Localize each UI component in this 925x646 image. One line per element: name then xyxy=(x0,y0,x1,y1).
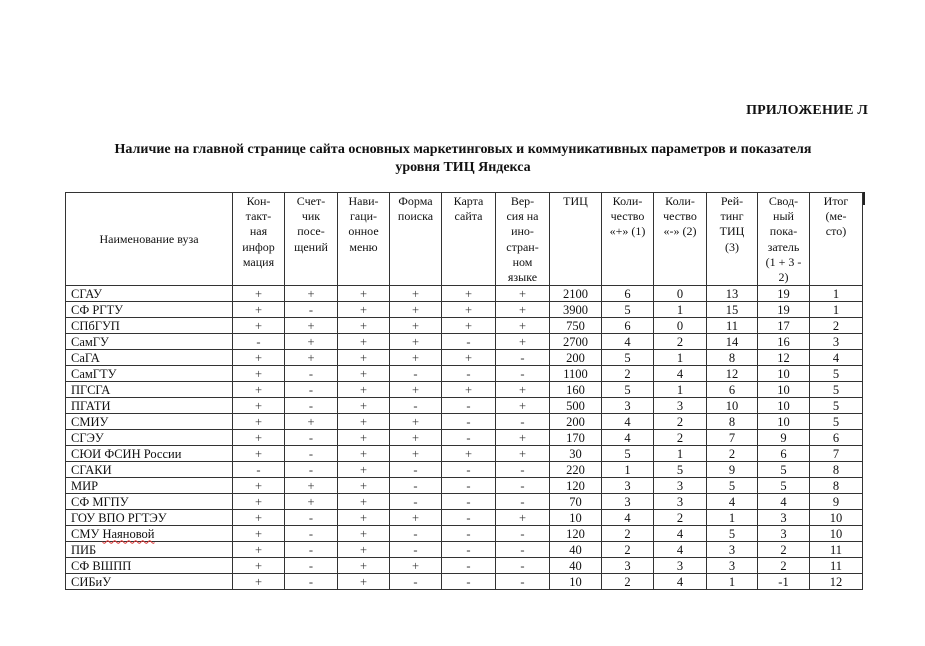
cell-tic-rating: 15 xyxy=(707,302,758,318)
cell-visit-counter: - xyxy=(285,542,338,558)
cell-tic: 170 xyxy=(550,430,602,446)
cell-tic-rating: 5 xyxy=(707,478,758,494)
cell-final-place: 6 xyxy=(810,430,863,446)
cell-minus-count: 5 xyxy=(654,462,707,478)
cell-plus-count: 4 xyxy=(602,510,654,526)
cell-final-place: 5 xyxy=(810,414,863,430)
cell-university-name: МИР xyxy=(66,478,233,494)
cell-university-name: СамГТУ xyxy=(66,366,233,382)
cell-tic-rating: 8 xyxy=(707,350,758,366)
cell-foreign-version: + xyxy=(496,510,550,526)
appendix-label: ПРИЛОЖЕНИЕ Л xyxy=(746,103,868,118)
cell-summary-score: 5 xyxy=(758,478,810,494)
cell-search-form: - xyxy=(390,494,442,510)
cell-university-name: СамГУ xyxy=(66,334,233,350)
cell-sitemap: - xyxy=(442,398,496,414)
cell-minus-count: 1 xyxy=(654,382,707,398)
cell-tic: 750 xyxy=(550,318,602,334)
cell-navigation-menu: + xyxy=(338,574,390,590)
cell-search-form: + xyxy=(390,318,442,334)
cell-university-name: СаГА xyxy=(66,350,233,366)
table-title-line-2: уровня ТИЦ Яндекса xyxy=(395,160,531,175)
cell-plus-count: 5 xyxy=(602,446,654,462)
cell-final-place: 8 xyxy=(810,478,863,494)
table-row xyxy=(66,574,863,590)
cell-search-form: + xyxy=(390,382,442,398)
cell-tic: 160 xyxy=(550,382,602,398)
cell-final-place: 8 xyxy=(810,462,863,478)
cell-plus-count: 5 xyxy=(602,302,654,318)
cell-minus-count: 0 xyxy=(654,286,707,302)
cell-university-name: СФ РГТУ xyxy=(66,302,233,318)
cell-minus-count: 2 xyxy=(654,510,707,526)
cell-visit-counter: + xyxy=(285,318,338,334)
cell-plus-count: 3 xyxy=(602,494,654,510)
cell-university-name: СФ МГПУ xyxy=(66,494,233,510)
cell-contact-info: + xyxy=(233,574,285,590)
cell-contact-info: + xyxy=(233,398,285,414)
cell-minus-count: 0 xyxy=(654,318,707,334)
cell-sitemap: + xyxy=(442,382,496,398)
spellcheck-flagged-word: Наяновой xyxy=(102,526,155,541)
cell-tic: 2100 xyxy=(550,286,602,302)
cell-foreign-version: + xyxy=(496,446,550,462)
cell-final-place: 5 xyxy=(810,382,863,398)
cell-plus-count: 4 xyxy=(602,334,654,350)
cell-tic-rating: 3 xyxy=(707,542,758,558)
cell-tic: 200 xyxy=(550,414,602,430)
cell-final-place: 2 xyxy=(810,318,863,334)
cell-summary-score: 19 xyxy=(758,302,810,318)
cell-visit-counter: + xyxy=(285,414,338,430)
cell-sitemap: - xyxy=(442,366,496,382)
cell-foreign-version: + xyxy=(496,382,550,398)
cell-tic: 120 xyxy=(550,478,602,494)
cell-final-place: 10 xyxy=(810,526,863,542)
cell-minus-count: 4 xyxy=(654,526,707,542)
cell-minus-count: 4 xyxy=(654,542,707,558)
cell-search-form: - xyxy=(390,574,442,590)
cell-visit-counter: - xyxy=(285,574,338,590)
table-row xyxy=(66,510,863,526)
cell-plus-count: 3 xyxy=(602,558,654,574)
cell-navigation-menu: + xyxy=(338,414,390,430)
cell-search-form: + xyxy=(390,446,442,462)
cell-tic-rating: 7 xyxy=(707,430,758,446)
cell-university-name: СМИУ xyxy=(66,414,233,430)
table-row xyxy=(66,446,863,462)
cell-summary-score: 9 xyxy=(758,430,810,446)
cell-contact-info: + xyxy=(233,446,285,462)
cell-summary-score: 16 xyxy=(758,334,810,350)
cell-tic-rating: 1 xyxy=(707,574,758,590)
cell-summary-score: 12 xyxy=(758,350,810,366)
cell-foreign-version: - xyxy=(496,366,550,382)
cell-plus-count: 1 xyxy=(602,462,654,478)
cell-minus-count: 1 xyxy=(654,446,707,462)
table-title-line-1: Наличие на главной странице сайта основных маркетинговых и коммуникативных параметров и показателя xyxy=(114,142,812,157)
cell-sitemap: - xyxy=(442,574,496,590)
cell-visit-counter: - xyxy=(285,462,338,478)
cell-summary-score: 10 xyxy=(758,414,810,430)
cell-foreign-version: + xyxy=(496,302,550,318)
cell-final-place: 4 xyxy=(810,350,863,366)
cell-search-form: - xyxy=(390,398,442,414)
cell-summary-score: 4 xyxy=(758,494,810,510)
cell-contact-info: + xyxy=(233,558,285,574)
cell-university-name: ПИБ xyxy=(66,542,233,558)
header-minus-count: Коли- чество «-» (2) xyxy=(654,193,707,286)
cell-final-place: 5 xyxy=(810,398,863,414)
cell-visit-counter: - xyxy=(285,302,338,318)
cell-search-form: - xyxy=(390,462,442,478)
cell-summary-score: 10 xyxy=(758,398,810,414)
cell-university-name: СМУ Наяновой xyxy=(66,526,233,542)
cell-tic: 70 xyxy=(550,494,602,510)
header-contact-info: Кон- такт- ная инфор мация xyxy=(233,193,285,286)
cell-navigation-menu: + xyxy=(338,510,390,526)
header-sitemap: Карта сайта xyxy=(442,193,496,286)
cell-navigation-menu: + xyxy=(338,430,390,446)
cell-final-place: 12 xyxy=(810,574,863,590)
cell-navigation-menu: + xyxy=(338,302,390,318)
cell-foreign-version: - xyxy=(496,478,550,494)
cell-tic: 3900 xyxy=(550,302,602,318)
cell-tic-rating: 12 xyxy=(707,366,758,382)
cell-final-place: 11 xyxy=(810,542,863,558)
cell-foreign-version: + xyxy=(496,398,550,414)
cell-sitemap: - xyxy=(442,334,496,350)
cell-university-name: СЮИ ФСИН России xyxy=(66,446,233,462)
table-row xyxy=(66,302,863,318)
cell-navigation-menu: + xyxy=(338,382,390,398)
cell-sitemap: + xyxy=(442,286,496,302)
cell-navigation-menu: + xyxy=(338,366,390,382)
cell-sitemap: - xyxy=(442,430,496,446)
cell-summary-score: 2 xyxy=(758,558,810,574)
header-search-form: Форма поиска xyxy=(390,193,442,286)
cell-minus-count: 2 xyxy=(654,430,707,446)
cell-sitemap: + xyxy=(442,302,496,318)
cell-summary-score: 3 xyxy=(758,510,810,526)
cell-final-place: 5 xyxy=(810,366,863,382)
cell-sitemap: - xyxy=(442,494,496,510)
cell-search-form: + xyxy=(390,334,442,350)
cell-visit-counter: + xyxy=(285,350,338,366)
cell-navigation-menu: + xyxy=(338,334,390,350)
cell-summary-score: 5 xyxy=(758,462,810,478)
cell-final-place: 10 xyxy=(810,510,863,526)
cell-navigation-menu: + xyxy=(338,462,390,478)
cell-tic: 2700 xyxy=(550,334,602,350)
cell-contact-info: - xyxy=(233,334,285,350)
cell-visit-counter: - xyxy=(285,526,338,542)
cell-plus-count: 4 xyxy=(602,414,654,430)
cell-tic-rating: 14 xyxy=(707,334,758,350)
cell-search-form: + xyxy=(390,430,442,446)
cell-tic: 10 xyxy=(550,510,602,526)
cell-sitemap: + xyxy=(442,350,496,366)
cell-tic-rating: 4 xyxy=(707,494,758,510)
cell-summary-score: 17 xyxy=(758,318,810,334)
cell-minus-count: 3 xyxy=(654,478,707,494)
table-row xyxy=(66,494,863,510)
cell-search-form: - xyxy=(390,366,442,382)
cell-navigation-menu: + xyxy=(338,558,390,574)
cell-tic-rating: 11 xyxy=(707,318,758,334)
table-row xyxy=(66,526,863,542)
cell-summary-score: -1 xyxy=(758,574,810,590)
cell-search-form: - xyxy=(390,526,442,542)
cell-university-name: ПГСГА xyxy=(66,382,233,398)
cell-final-place: 3 xyxy=(810,334,863,350)
cell-summary-score: 3 xyxy=(758,526,810,542)
cell-tic: 200 xyxy=(550,350,602,366)
cell-plus-count: 2 xyxy=(602,526,654,542)
cell-foreign-version: + xyxy=(496,430,550,446)
cell-final-place: 11 xyxy=(810,558,863,574)
header-summary-score: Свод- ный пока- затель (1 + 3 - 2) xyxy=(758,193,810,286)
table-row xyxy=(66,398,863,414)
cell-foreign-version: - xyxy=(496,526,550,542)
cell-sitemap: - xyxy=(442,558,496,574)
cell-university-name: СПбГУП xyxy=(66,318,233,334)
cell-tic-rating: 2 xyxy=(707,446,758,462)
cell-sitemap: + xyxy=(442,318,496,334)
universities-table xyxy=(65,192,863,590)
cell-minus-count: 4 xyxy=(654,366,707,382)
cell-final-place: 1 xyxy=(810,302,863,318)
cell-contact-info: - xyxy=(233,462,285,478)
cell-tic: 40 xyxy=(550,558,602,574)
cell-foreign-version: + xyxy=(496,286,550,302)
cell-minus-count: 2 xyxy=(654,334,707,350)
cell-tic: 30 xyxy=(550,446,602,462)
cell-tic: 10 xyxy=(550,574,602,590)
cell-search-form: + xyxy=(390,302,442,318)
cell-minus-count: 1 xyxy=(654,302,707,318)
cell-final-place: 1 xyxy=(810,286,863,302)
cell-navigation-menu: + xyxy=(338,542,390,558)
cell-final-place: 7 xyxy=(810,446,863,462)
cell-tic-rating: 8 xyxy=(707,414,758,430)
cell-visit-counter: - xyxy=(285,430,338,446)
cell-university-name: СГАУ xyxy=(66,286,233,302)
cell-minus-count: 3 xyxy=(654,398,707,414)
cell-plus-count: 2 xyxy=(602,542,654,558)
cell-tic-rating: 6 xyxy=(707,382,758,398)
table-row xyxy=(66,478,863,494)
cell-contact-info: + xyxy=(233,414,285,430)
cell-contact-info: + xyxy=(233,542,285,558)
header-foreign-version: Вер- сия на ино- стран- ном языке xyxy=(496,193,550,286)
cell-summary-score: 10 xyxy=(758,366,810,382)
header-plus-count: Коли- чество «+» (1) xyxy=(602,193,654,286)
table-row xyxy=(66,558,863,574)
cell-foreign-version: - xyxy=(496,494,550,510)
cell-visit-counter: + xyxy=(285,478,338,494)
cell-sitemap: - xyxy=(442,414,496,430)
cell-visit-counter: - xyxy=(285,366,338,382)
cell-navigation-menu: + xyxy=(338,398,390,414)
cell-tic: 500 xyxy=(550,398,602,414)
table-row xyxy=(66,286,863,302)
cell-sitemap: + xyxy=(442,446,496,462)
table-row xyxy=(66,334,863,350)
table-title xyxy=(40,141,886,177)
table-row xyxy=(66,542,863,558)
cell-navigation-menu: + xyxy=(338,286,390,302)
cell-contact-info: + xyxy=(233,350,285,366)
cell-tic: 1100 xyxy=(550,366,602,382)
cell-foreign-version: - xyxy=(496,414,550,430)
cell-tic-rating: 5 xyxy=(707,526,758,542)
cell-navigation-menu: + xyxy=(338,526,390,542)
cell-university-name: СГАКИ xyxy=(66,462,233,478)
cell-summary-score: 10 xyxy=(758,382,810,398)
cell-foreign-version: + xyxy=(496,334,550,350)
cell-sitemap: - xyxy=(442,526,496,542)
cell-sitemap: - xyxy=(442,510,496,526)
cell-contact-info: + xyxy=(233,302,285,318)
cell-contact-info: + xyxy=(233,478,285,494)
cell-navigation-menu: + xyxy=(338,478,390,494)
cell-university-name: СГЭУ xyxy=(66,430,233,446)
cell-search-form: + xyxy=(390,286,442,302)
cell-visit-counter: - xyxy=(285,558,338,574)
header-tic-rating: Рей- тинг ТИЦ (3) xyxy=(707,193,758,286)
table-row xyxy=(66,382,863,398)
cell-sitemap: - xyxy=(442,542,496,558)
cell-minus-count: 2 xyxy=(654,414,707,430)
table-row xyxy=(66,462,863,478)
cell-visit-counter: - xyxy=(285,510,338,526)
cell-contact-info: + xyxy=(233,382,285,398)
cell-tic: 120 xyxy=(550,526,602,542)
cell-university-name: ПГАТИ xyxy=(66,398,233,414)
cell-final-place: 9 xyxy=(810,494,863,510)
cell-minus-count: 3 xyxy=(654,558,707,574)
cell-search-form: + xyxy=(390,510,442,526)
cell-contact-info: + xyxy=(233,494,285,510)
cell-university-name: СИБиУ xyxy=(66,574,233,590)
cell-visit-counter: - xyxy=(285,398,338,414)
cell-summary-score: 19 xyxy=(758,286,810,302)
table-header-row xyxy=(66,193,863,286)
cell-contact-info: + xyxy=(233,510,285,526)
cell-minus-count: 4 xyxy=(654,574,707,590)
cell-minus-count: 1 xyxy=(654,350,707,366)
cell-plus-count: 2 xyxy=(602,366,654,382)
cell-summary-score: 2 xyxy=(758,542,810,558)
cell-tic: 220 xyxy=(550,462,602,478)
cell-foreign-version: - xyxy=(496,350,550,366)
cell-plus-count: 5 xyxy=(602,350,654,366)
cell-plus-count: 6 xyxy=(602,318,654,334)
cell-tic-rating: 3 xyxy=(707,558,758,574)
text-cursor xyxy=(863,192,865,205)
cell-plus-count: 6 xyxy=(602,286,654,302)
cell-sitemap: - xyxy=(442,478,496,494)
cell-plus-count: 5 xyxy=(602,382,654,398)
cell-tic-rating: 1 xyxy=(707,510,758,526)
cell-foreign-version: - xyxy=(496,558,550,574)
table-row xyxy=(66,430,863,446)
table-row xyxy=(66,318,863,334)
table-row xyxy=(66,350,863,366)
cell-university-name: СФ ВШПП xyxy=(66,558,233,574)
cell-visit-counter: - xyxy=(285,446,338,462)
cell-navigation-menu: + xyxy=(338,350,390,366)
cell-visit-counter: + xyxy=(285,286,338,302)
cell-foreign-version: - xyxy=(496,462,550,478)
cell-summary-score: 6 xyxy=(758,446,810,462)
header-university-name: Наименование вуза xyxy=(66,193,233,286)
cell-search-form: + xyxy=(390,350,442,366)
cell-minus-count: 3 xyxy=(654,494,707,510)
cell-contact-info: + xyxy=(233,366,285,382)
header-visit-counter: Счет- чик посе- щений xyxy=(285,193,338,286)
cell-tic-rating: 13 xyxy=(707,286,758,302)
header-tic: ТИЦ xyxy=(550,193,602,286)
header-navigation-menu: Нави- гаци- онное меню xyxy=(338,193,390,286)
table-row xyxy=(66,366,863,382)
cell-visit-counter: - xyxy=(285,382,338,398)
cell-plus-count: 4 xyxy=(602,430,654,446)
cell-navigation-menu: + xyxy=(338,446,390,462)
table-row xyxy=(66,414,863,430)
cell-navigation-menu: + xyxy=(338,494,390,510)
cell-plus-count: 3 xyxy=(602,478,654,494)
cell-contact-info: + xyxy=(233,526,285,542)
cell-foreign-version: - xyxy=(496,574,550,590)
cell-contact-info: + xyxy=(233,286,285,302)
cell-contact-info: + xyxy=(233,430,285,446)
cell-foreign-version: - xyxy=(496,542,550,558)
cell-plus-count: 3 xyxy=(602,398,654,414)
cell-search-form: - xyxy=(390,478,442,494)
cell-navigation-menu: + xyxy=(338,318,390,334)
cell-plus-count: 2 xyxy=(602,574,654,590)
cell-sitemap: - xyxy=(442,462,496,478)
cell-search-form: + xyxy=(390,414,442,430)
cell-search-form: + xyxy=(390,558,442,574)
cell-visit-counter: + xyxy=(285,334,338,350)
cell-search-form: - xyxy=(390,542,442,558)
cell-tic-rating: 10 xyxy=(707,398,758,414)
header-final-place: Итог (ме- сто) xyxy=(810,193,863,286)
cell-tic: 40 xyxy=(550,542,602,558)
cell-tic-rating: 9 xyxy=(707,462,758,478)
cell-contact-info: + xyxy=(233,318,285,334)
cell-university-name: ГОУ ВПО РГТЭУ xyxy=(66,510,233,526)
cell-visit-counter: + xyxy=(285,494,338,510)
cell-foreign-version: + xyxy=(496,318,550,334)
